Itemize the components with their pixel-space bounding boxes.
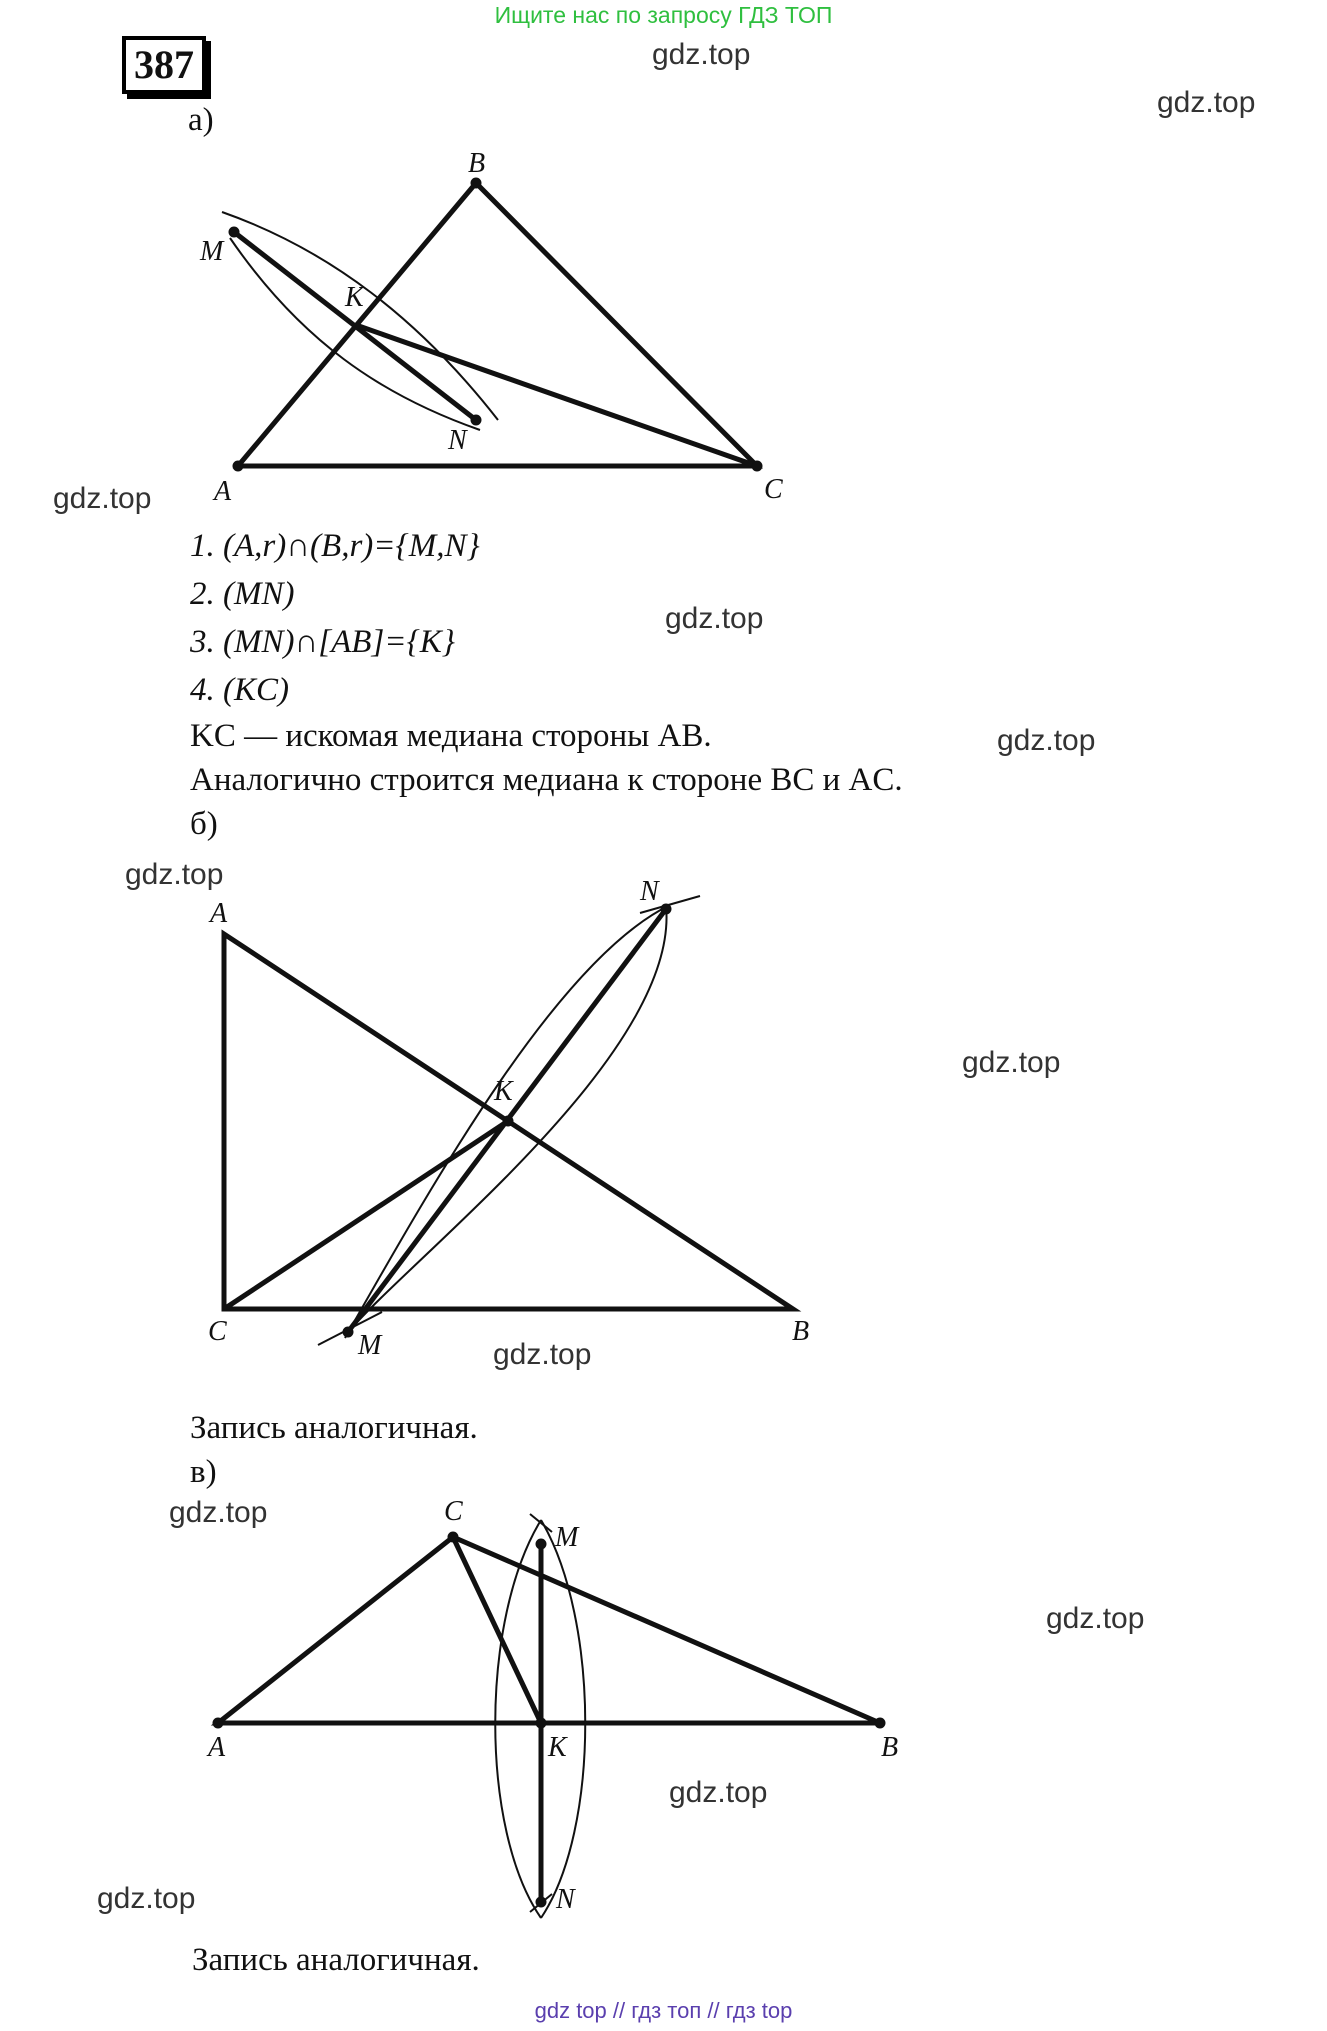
line-mn-a xyxy=(234,232,476,420)
label-b-c: B xyxy=(881,1732,899,1763)
label-b-b: B xyxy=(792,1316,810,1347)
point-k-b xyxy=(503,1116,513,1126)
label-a-b: A xyxy=(210,898,228,929)
step-1: 1. (A,r)∩(B,r)={M,N} xyxy=(190,528,480,564)
label-c-a: C xyxy=(764,474,783,505)
label-m-b: M xyxy=(358,1330,382,1361)
search-hint-link[interactable]: Ищите нас по запросу ГДЗ ТОП xyxy=(494,2,833,28)
arc-a-1 xyxy=(222,212,498,420)
step-3: 3. (MN)∩[AB]={K} xyxy=(190,624,455,660)
median-kc-c xyxy=(453,1537,541,1723)
point-c-a xyxy=(752,461,762,471)
part-b-label: б) xyxy=(190,806,218,842)
conclusion-a: KC — искомая медиана стороны AB. xyxy=(190,718,712,754)
watermark: gdz.top xyxy=(997,724,1096,757)
label-k-c: K xyxy=(548,1732,567,1763)
label-c-b: C xyxy=(208,1316,227,1347)
watermark: gdz.top xyxy=(962,1046,1061,1079)
label-m-c: M xyxy=(555,1522,579,1553)
part-a-label: а) xyxy=(188,102,214,138)
point-a-a xyxy=(233,461,243,471)
analog-note: Аналогично строится медиана к стороне BC и AC. xyxy=(190,762,903,798)
label-n-c: N xyxy=(556,1884,575,1915)
label-n-b: N xyxy=(640,876,659,907)
point-m-b xyxy=(343,1327,353,1337)
label-k-b: K xyxy=(494,1076,513,1107)
watermark: gdz.top xyxy=(169,1496,268,1529)
point-m-a xyxy=(229,227,239,237)
part-c-label: в) xyxy=(190,1454,217,1490)
triangle-abc-c xyxy=(218,1537,880,1723)
watermark: gdz.top xyxy=(1046,1602,1145,1635)
point-m-c xyxy=(536,1539,546,1549)
point-n-a xyxy=(471,415,481,425)
label-b-a: B xyxy=(468,148,486,179)
footer-links[interactable]: gdz top // гдз топ // гдз top xyxy=(534,1998,793,2023)
watermark: gdz.top xyxy=(1157,86,1256,119)
watermark: gdz.top xyxy=(652,38,751,71)
watermark: gdz.top xyxy=(665,602,764,635)
note-c: Запись аналогичная. xyxy=(192,1942,480,1978)
note-b: Запись аналогичная. xyxy=(190,1410,478,1446)
point-k-c xyxy=(536,1718,546,1728)
label-m-a: M xyxy=(200,236,224,267)
point-n-b xyxy=(661,904,671,914)
watermark: gdz.top xyxy=(53,482,152,515)
label-a-a: A xyxy=(214,476,232,507)
arc-a-2 xyxy=(230,238,480,430)
triangle-abc-a xyxy=(238,183,757,466)
point-n-c xyxy=(536,1897,546,1907)
label-c-c: C xyxy=(444,1496,463,1527)
watermark: gdz.top xyxy=(97,1882,196,1915)
point-a-c xyxy=(213,1718,223,1728)
figure-c xyxy=(213,1514,885,1918)
point-b-c xyxy=(875,1718,885,1728)
figure-b xyxy=(224,896,793,1345)
median-kc-b xyxy=(224,1121,508,1309)
figure-a xyxy=(222,178,762,471)
step-4: 4. (KC) xyxy=(190,672,289,708)
label-n-a: N xyxy=(448,425,467,456)
watermark: gdz.top xyxy=(669,1776,768,1809)
point-c-c xyxy=(448,1532,458,1542)
label-k-a: K xyxy=(345,282,364,313)
step-2: 2. (MN) xyxy=(190,576,295,612)
median-kc-a xyxy=(356,325,757,466)
label-a-c: A xyxy=(208,1732,226,1763)
problem-number: 387 xyxy=(122,36,206,94)
arc-c-1 xyxy=(495,1520,541,1918)
watermark: gdz.top xyxy=(493,1338,592,1371)
watermark: gdz.top xyxy=(125,858,224,891)
